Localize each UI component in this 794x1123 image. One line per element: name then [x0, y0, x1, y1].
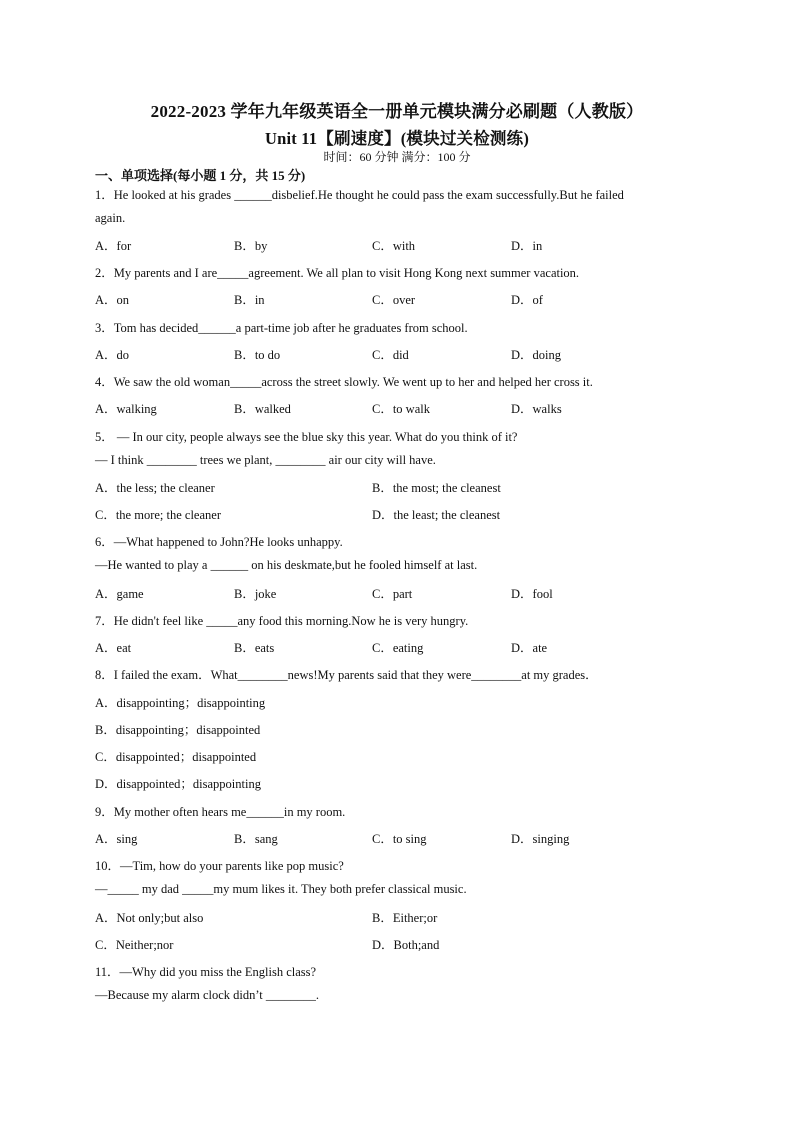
- q10-option-d: D．Both;and: [372, 938, 440, 952]
- q8-option-a: A．disappointing；disappointing: [95, 696, 266, 710]
- q10-option-c: C．Neither;nor: [95, 938, 174, 952]
- q4-option-a: A．walking: [95, 402, 157, 416]
- question-10-line-1: 10．—Tim, how do your parents like pop music?: [95, 859, 344, 873]
- q6-option-b: B．joke: [234, 587, 277, 601]
- q6-option-a: A．game: [95, 587, 144, 601]
- question-3-line-1: 3．Tom has decided______a part-time job after he graduates from school.: [95, 321, 468, 335]
- q1-option-b: B．by: [234, 239, 268, 253]
- q9-option-c: C．to sing: [372, 832, 427, 846]
- question-11-line-1: 11．—Why did you miss the English class?: [95, 965, 317, 979]
- q10-option-b: B．Either;or: [372, 911, 438, 925]
- question-1-line-1: 1．He looked at his grades ______disbelief.He thought he could pass the exam successfully.But he failed: [95, 188, 624, 202]
- q5-option-d: D．the least; the cleanest: [372, 508, 501, 522]
- question-9-line-1: 9．My mother often hears me______in my room.: [95, 805, 346, 819]
- q2-option-a: A．on: [95, 293, 130, 307]
- q6-option-d: D．fool: [511, 587, 553, 601]
- q3-option-d: D．doing: [511, 348, 562, 362]
- q7-option-b: B．eats: [234, 641, 275, 655]
- question-7-line-1: 7．He didn't feel like _____any food this morning.Now he is very hungry.: [95, 614, 469, 628]
- q5-option-a: A．the less; the cleaner: [95, 481, 215, 495]
- page-subtitle: Unit 11【刷速度】(模块过关检测练): [264, 129, 530, 148]
- question-5-line-1: 5． — In our city, people always see the blue sky this year. What do you think of it?: [95, 430, 518, 444]
- page-title: 2022-2023 学年九年级英语全一册单元模块满分必刷题（人教版）: [150, 102, 644, 121]
- q8-option-b: B．disappointing；disappointed: [95, 723, 261, 737]
- q5-option-c: C．the more; the cleaner: [95, 508, 221, 522]
- q6-option-c: C．part: [372, 587, 413, 601]
- q1-option-c: C．with: [372, 239, 416, 253]
- q2-option-c: C．over: [372, 293, 416, 307]
- q9-option-a: A．sing: [95, 832, 138, 846]
- q1-option-d: D．in: [511, 239, 543, 253]
- q3-option-c: C．did: [372, 348, 409, 362]
- q1-option-a: A．for: [95, 239, 132, 253]
- question-1-line-2: again.: [95, 211, 126, 225]
- question-4-line-1: 4．We saw the old woman_____across the street slowly. We went up to her and helped her cross it.: [95, 375, 593, 389]
- q3-option-b: B．to do: [234, 348, 281, 362]
- question-6-line-1: 6．—What happened to John?He looks unhappy.: [95, 535, 343, 549]
- q5-option-b: B．the most; the cleanest: [372, 481, 501, 495]
- q9-option-b: B．sang: [234, 832, 278, 846]
- question-10-line-2: —_____ my dad _____my mum likes it. They both prefer classical music.: [95, 882, 467, 896]
- section-heading: 一、单项选择(每小题 1 分，共 15 分): [95, 168, 306, 183]
- question-2-line-1: 2．My parents and I are_____agreement. We all plan to visit Hong Kong next summer vacation.: [95, 266, 580, 280]
- q7-option-a: A．eat: [95, 641, 132, 655]
- q4-option-d: D．walks: [511, 402, 562, 416]
- q10-option-a: A．Not only;but also: [95, 911, 204, 925]
- q9-option-d: D．singing: [511, 832, 570, 846]
- q8-option-c: C．disappointed；disappointed: [95, 750, 257, 764]
- question-11-line-2: —Because my alarm clock didn’t ________.: [95, 988, 320, 1002]
- q4-option-b: B．walked: [234, 402, 291, 416]
- exam-meta: 时间：60 分钟 满分：100 分: [323, 150, 471, 164]
- q3-option-a: A．do: [95, 348, 130, 362]
- q4-option-c: C．to walk: [372, 402, 430, 416]
- q8-option-d: D．disappointed；disappointing: [95, 777, 261, 791]
- question-5-line-2: — I think ________ trees we plant, ________ air our city will have.: [95, 453, 436, 467]
- q7-option-d: D．ate: [511, 641, 548, 655]
- question-8-line-1: 8．I failed the exam．What________news!My parents said that they were________at my grades．: [95, 668, 598, 682]
- q2-option-d: D．of: [511, 293, 543, 307]
- q2-option-b: B．in: [234, 293, 265, 307]
- question-6-line-2: —He wanted to play a ______ on his deskmate,but he fooled himself at last.: [95, 558, 478, 572]
- q7-option-c: C．eating: [372, 641, 424, 655]
